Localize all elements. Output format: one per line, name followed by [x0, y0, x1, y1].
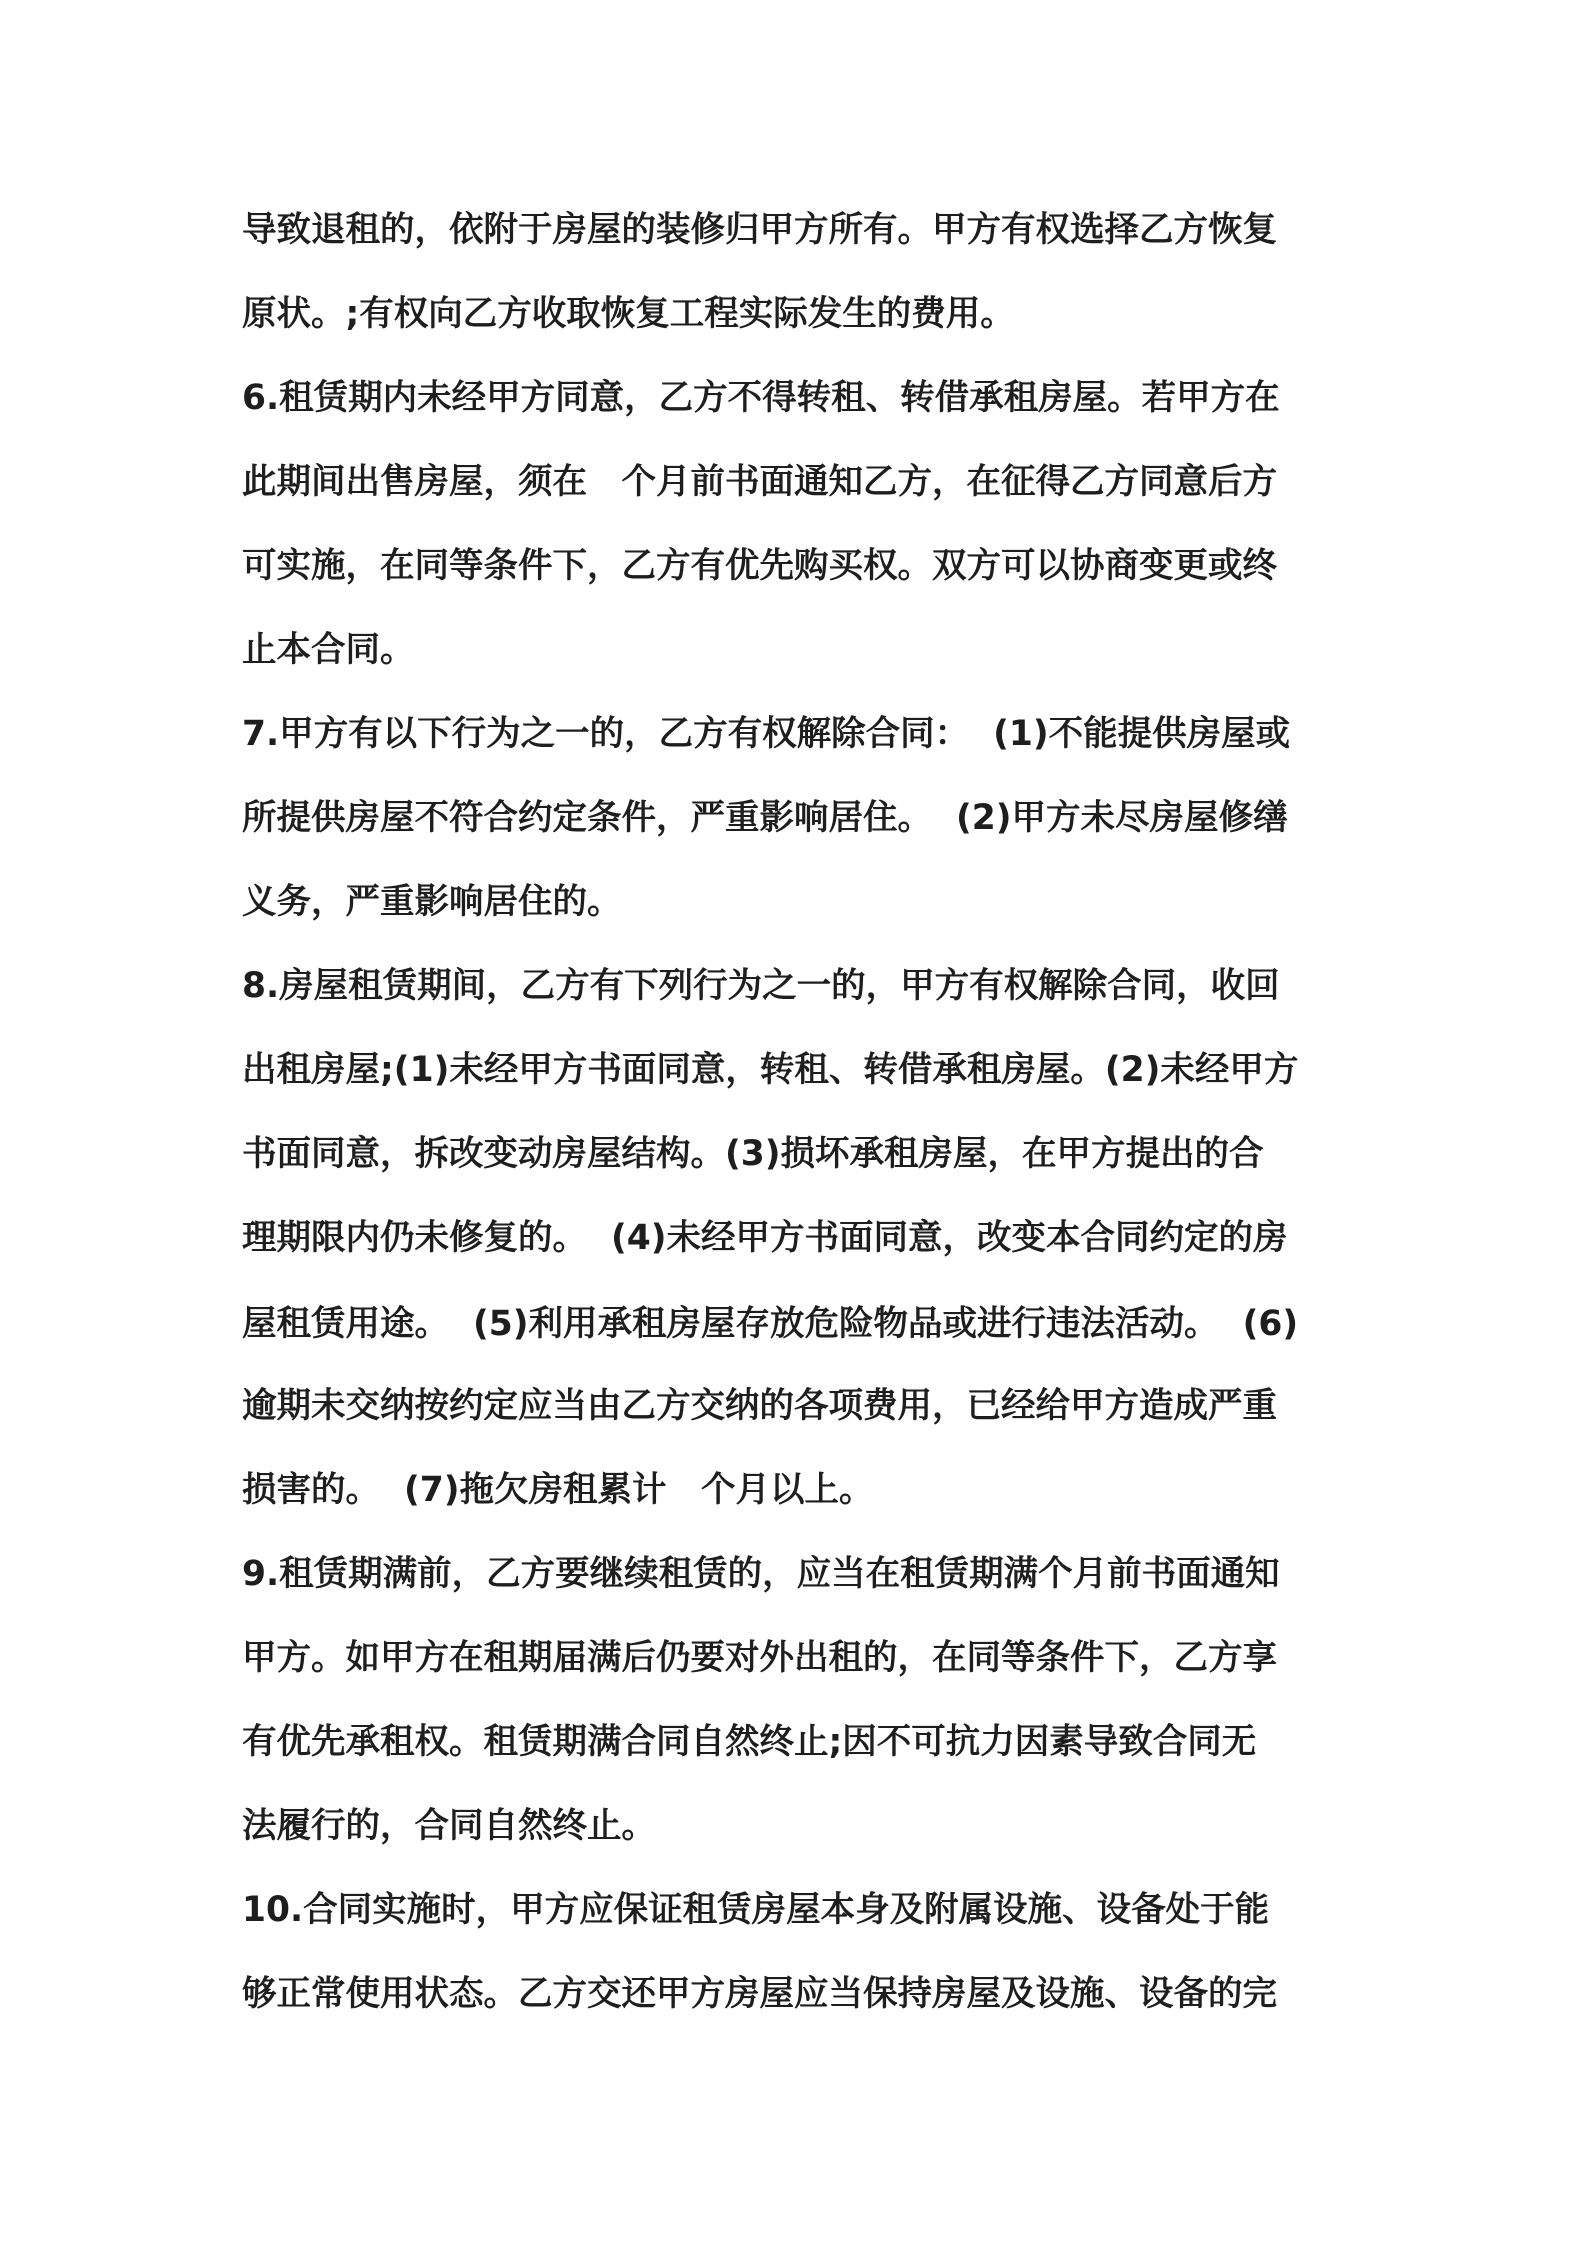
text-line: 出租房屋;(1)未经甲方书面同意，转租、转借承租房屋。(2)未经甲方	[242, 1050, 1299, 1090]
text-line: 8.房屋租赁期间，乙方有下列行为之一的，甲方有权解除合同，收回	[242, 966, 1280, 1006]
text-line: 屋租赁用途。 (5)利用承租房屋存放危险物品或进行违法活动。 (6)	[242, 1304, 1299, 1344]
text-line: 止本合同。	[242, 630, 415, 670]
text-line: 够正常使用状态。乙方交还甲方房屋应当保持房屋及设施、设备的完	[242, 1974, 1277, 2014]
text-line: 所提供房屋不符合约定条件，严重影响居住。 (2)甲方未尽房屋修缮	[242, 798, 1288, 838]
text-line: 导致退租的，依附于房屋的装修归甲方所有。甲方有权选择乙方恢复	[242, 210, 1277, 250]
text-line: 9.租赁期满前，乙方要继续租赁的，应当在租赁期满个月前书面通知	[242, 1554, 1280, 1594]
text-line: 逾期未交纳按约定应当由乙方交纳的各项费用，已经给甲方造成严重	[242, 1386, 1277, 1426]
text-line: 甲方。如甲方在租期届满后仍要对外出租的，在同等条件下，乙方享	[242, 1638, 1277, 1678]
text-line: 书面同意，拆改变动房屋结构。(3)损坏承租房屋，在甲方提出的合	[242, 1134, 1264, 1174]
text-line: 6.租赁期内未经甲方同意，乙方不得转租、转借承租房屋。若甲方在	[242, 378, 1280, 418]
text-line: 损害的。 (7)拖欠房租累计 个月以上。	[242, 1470, 874, 1510]
text-line: 理期限内仍未修复的。 (4)未经甲方书面同意，改变本合同约定的房	[242, 1218, 1288, 1258]
text-line: 可实施，在同等条件下，乙方有优先购买权。双方可以协商变更或终	[242, 546, 1277, 586]
text-line: 10.合同实施时，甲方应保证租赁房屋本身及附属设施、设备处于能	[242, 1890, 1270, 1930]
text-line: 原状。;有权向乙方收取恢复工程实际发生的费用。	[242, 294, 1015, 334]
text-line: 此期间出售房屋，须在 个月前书面通知乙方，在征得乙方同意后方	[242, 462, 1277, 502]
text-line: 7.甲方有以下行为之一的，乙方有权解除合同： (1)不能提供房屋或	[242, 714, 1291, 754]
text-line: 法履行的，合同自然终止。	[242, 1806, 656, 1846]
text-line: 有优先承租权。租赁期满合同自然终止;因不可抗力因素导致合同无	[242, 1722, 1257, 1762]
text-line: 义务，严重影响居住的。	[242, 882, 622, 922]
